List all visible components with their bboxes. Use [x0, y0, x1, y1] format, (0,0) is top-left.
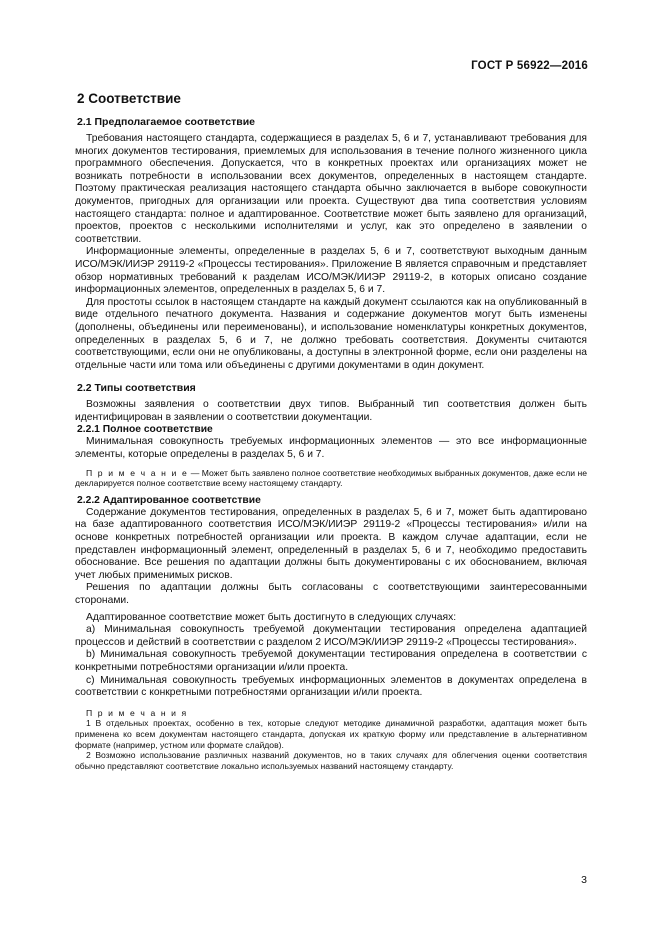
note-label: П р и м е ч а н и е: [86, 467, 189, 478]
page-content: [75, 91, 587, 771]
page-number: 3: [581, 874, 587, 886]
paragraph: Содержание документов тестирования, определенных в разделах 5, 6 и 7, может быть адаптировано на базе адаптированного соответствия ИСО/МЭК/ИИЭР 29119-2 «Процессы тестирования» и/или на основе конкретных потребностей организации или проекта. В каждом случае адаптации, если не представлен информационный элемент, определенный в разделах 5, 6 и 7, необходимо предоставить обоснование. Все решения по адаптации должны быть документированы с их обоснованием, включая учет любых применимых рисков.: [75, 506, 587, 581]
list-item: b) Минимальная совокупность требуемой документации тестирования определена в соответствии с конкретными потребностями организации и/или проекта.: [75, 649, 587, 673]
list-item: c) Минимальная совокупность требуемых информационных элементов в документах определена в соответствии с конкретными потребностями организации и/или проекта.: [75, 674, 587, 699]
list-item: а) Минимальная совокупность требуемой документации тестирования определена адаптацией процессов и действий в соответствии с разделом 2 ИСО/МЭК/ИИЭР 29119-2 «Процессы тестирования».: [75, 624, 587, 648]
section-2-heading: 2 Соответствие: [77, 91, 181, 106]
section-2-1-heading: 2.1 Предполагаемое соответствие: [77, 116, 255, 128]
section-2-2-2-heading: 2.2.2 Адаптированное соответствие: [77, 494, 261, 506]
paragraph: Адаптированное соответствие может быть достигнуто в следующих случаях:: [86, 611, 457, 623]
note: 2 Возможно использование различных названий документов, но в таких случаях для облегчения оценки соответствия обычно представляют соответствие локально используемых названий настоящему стандарту.: [75, 750, 587, 771]
notes-label: П р и м е ч а н и я: [86, 707, 188, 718]
paragraph: Минимальная совокупность требуемых информационных элементов — это все информационные элементы, которые определены в разделах 5, 6 и 7.: [75, 436, 587, 461]
paragraph: Информационные элементы, определенные в разделах 5, 6 и 7, соответствуют выходным данным ИСО/МЭК/ИИЭР 29119-2 «Процессы тестирования». Приложение В является справочным и представляет обзор нормативных требований к разделам ИСО/МЭК/ИИЭР 29119-2, в которых описано создание информационных элементов, определенных в разделах 5, 6 и 7.: [75, 246, 587, 296]
section-2-2-1-heading: 2.2.1 Полное соответствие: [77, 424, 213, 436]
section-2-2-heading: 2.2 Типы соответствия: [77, 382, 196, 395]
document-code: ГОСТ Р 56922—2016: [471, 60, 588, 72]
paragraph: Возможны заявления о соответствии двух типов. Выбранный тип соответствия должен быть идентифицирован в заявлении о соответствии документации.: [75, 399, 587, 423]
note: 1 В отдельных проектах, особенно в тех, которые следуют методике динамичной разработки, адаптация может быть применена ко всем документам настоящего стандарта, допуская их краткую форму или представление в альтернативном формате (например, устном или формате слайдов).: [75, 718, 587, 750]
paragraph: Для простоты ссылок в настоящем стандарте на каждый документ ссылаются как на опубликованный в виде отдельного печатного документа. Названия и содержание документов могут быть изменены (дополнены, объединены или переименованы), и использование номенклатуры конкретных документов, определенных в разделах 5, 6 и 7, не должно требовать соответствия. Документы считаются соответствующими, если они не опубликованы, а доступны в электронной форме, если они разделены на отдельные части или тома или объединены с другими документами в один документ.: [75, 296, 587, 371]
paragraph: Решения по адаптации должны быть согласованы с соответствующими заинтересованными сторонами.: [75, 582, 587, 606]
paragraph: Требования настоящего стандарта, содержащиеся в разделах 5, 6 и 7, устанавливают требования для многих документов тестирования, приемлемых для использования в течение полного жизненного цикла программного обеспечения. Допускается, что в конкретных проектах или организациях может не возникать потребности в использовании всех документов, определенных в настоящем стандарте. Поэтому практическая реализация настоящего стандарта обычно заключается в выборе совокупности документов, пригодных для организации или проекта. Существуют два типа соответствия условиям настоящего стандарта: полное и адаптированное. Соответствие может быть заявлено для организаций, проектов, проектов с несколькими исполнителями и услуг, как это определено в заявлении о соответствии.: [75, 133, 587, 245]
note-text: — Может быть заявлено полное соответствие необходимых выбранных документов, даже если не декларируется полное соответствие всему настоящему стандарту.: [75, 467, 587, 489]
note: [75, 468, 587, 489]
